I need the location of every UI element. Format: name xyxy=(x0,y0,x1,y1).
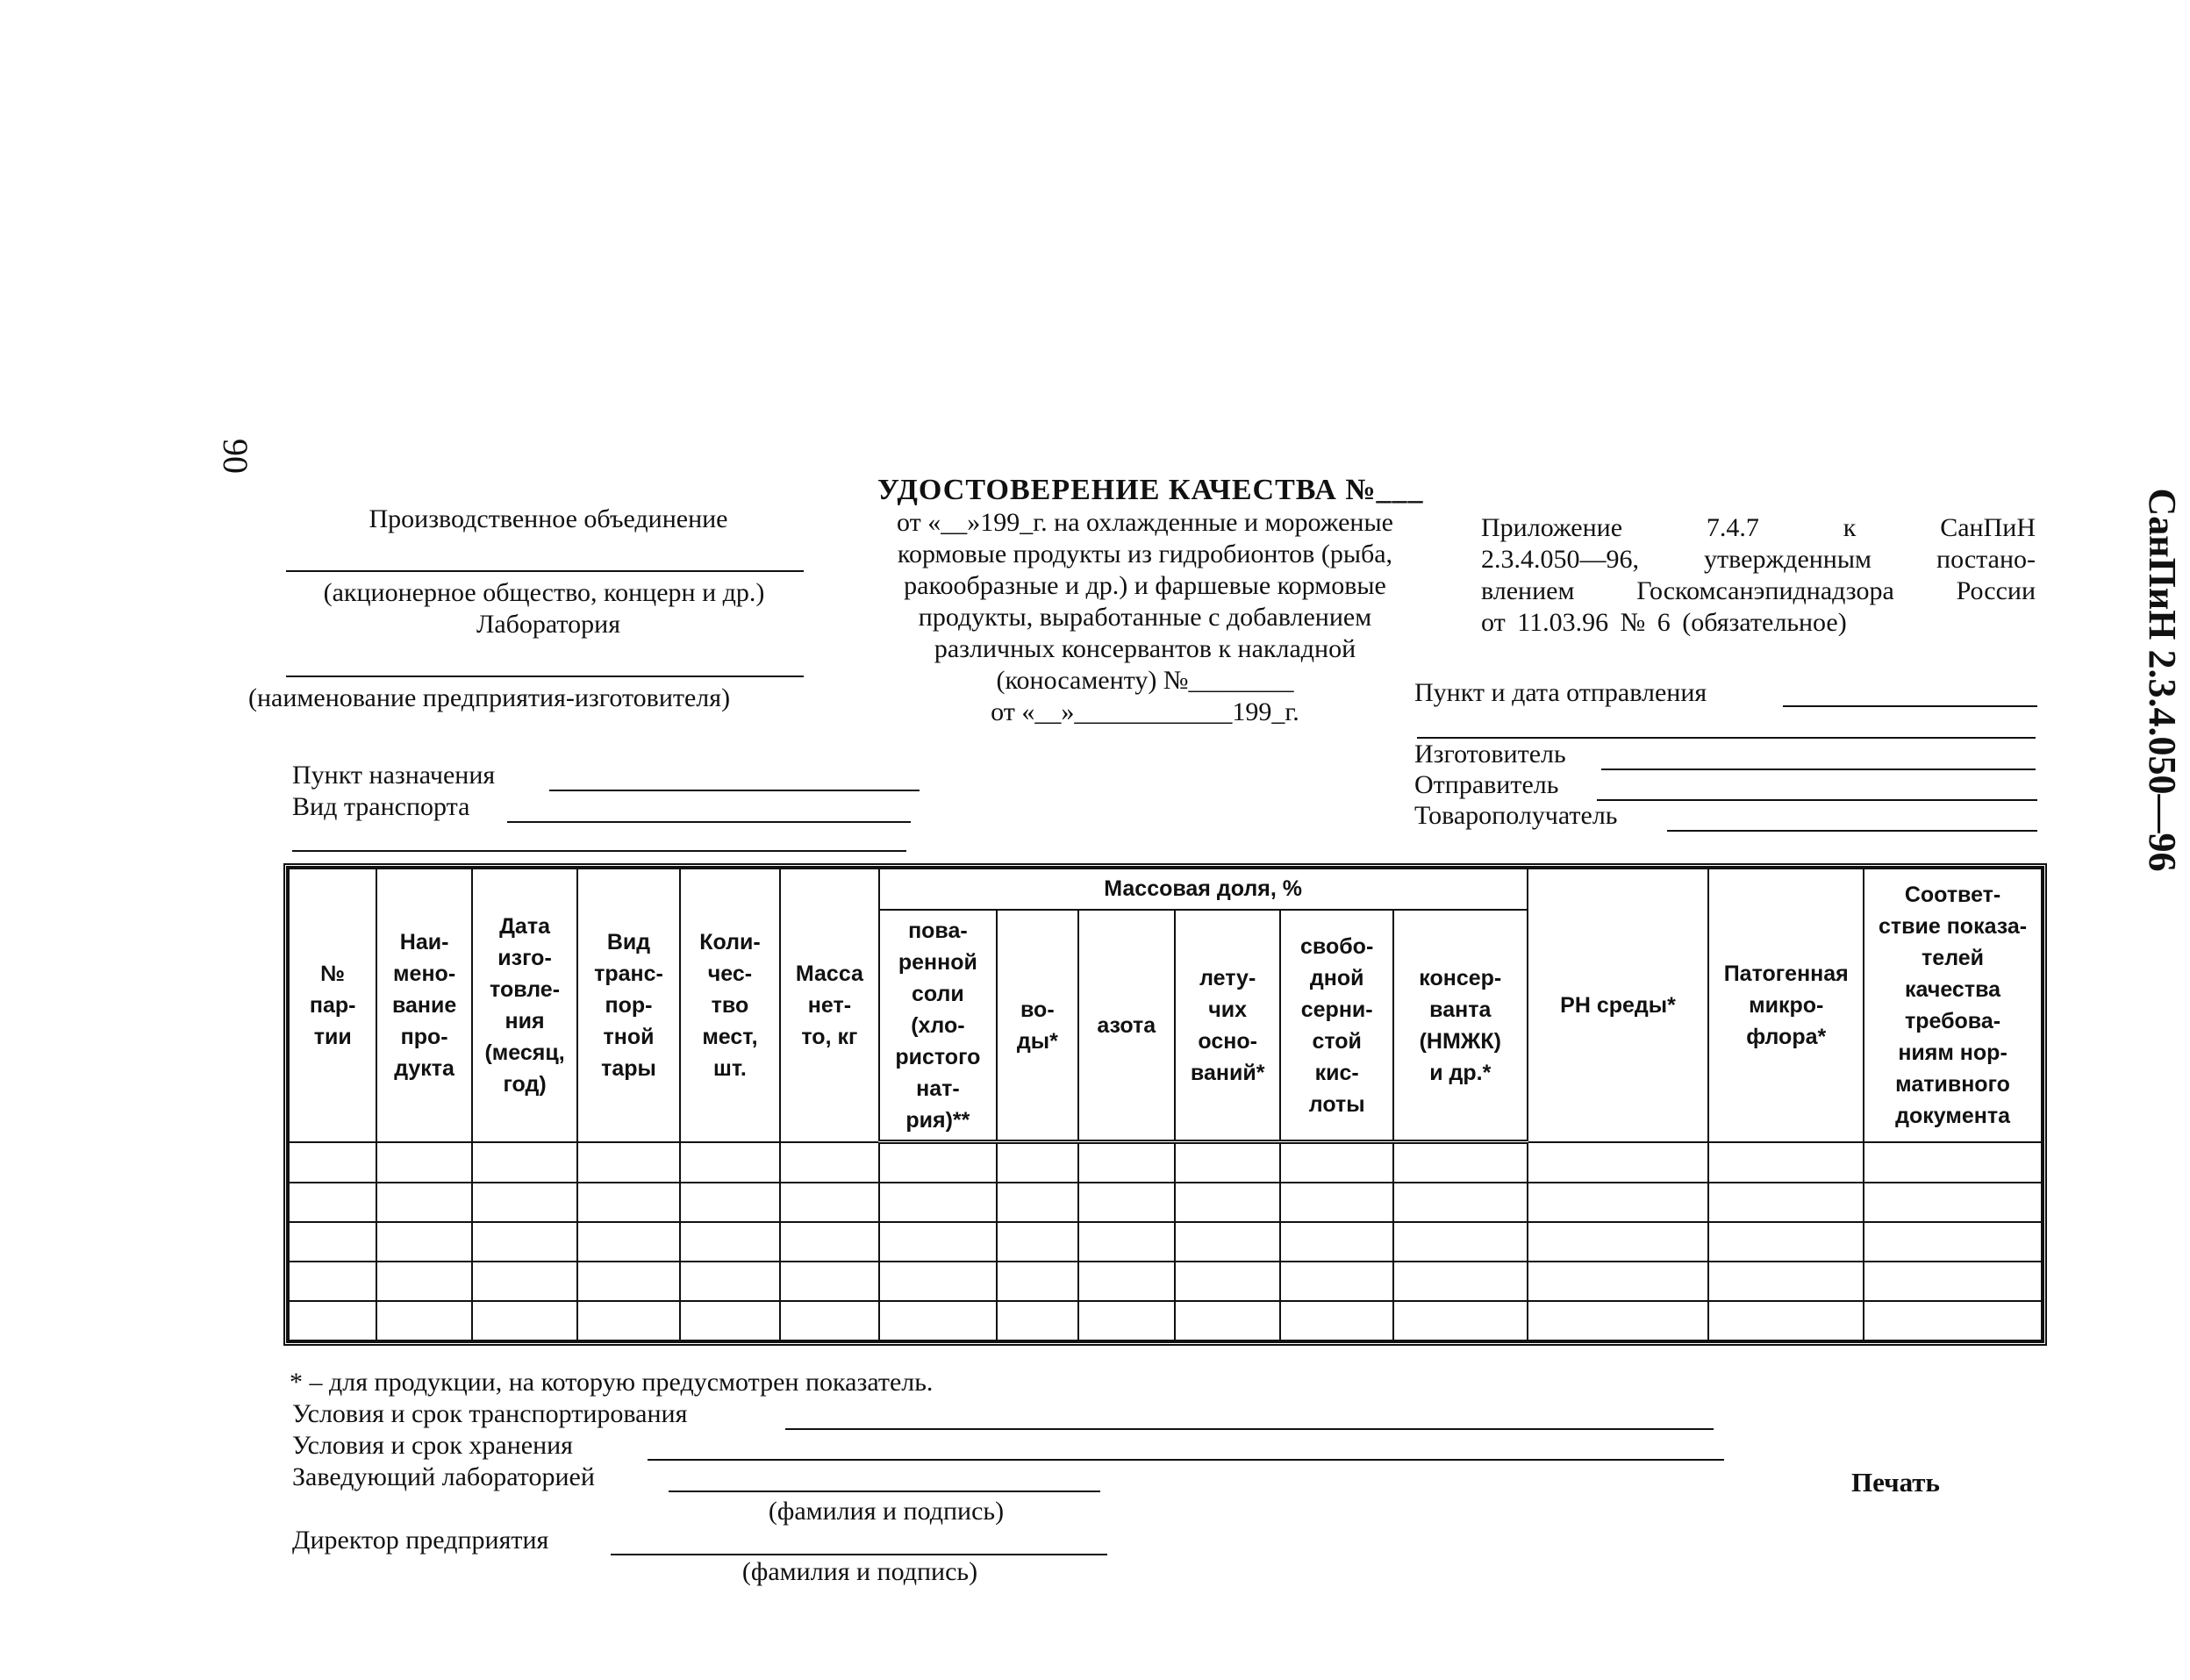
col-batch-number: № пар- тии xyxy=(289,869,376,1142)
table-cell[interactable] xyxy=(997,1301,1077,1340)
consignee-label: Товарополучатель xyxy=(1414,801,1618,830)
appendix-line-1: Приложение 7.4.7 к СанПиН xyxy=(1481,513,2036,542)
table-cell[interactable] xyxy=(680,1222,780,1262)
table-cell[interactable] xyxy=(1708,1183,1864,1222)
transport-field[interactable] xyxy=(507,821,911,823)
manufacturer-label: Изготовитель xyxy=(1414,740,1566,769)
table-cell[interactable] xyxy=(1280,1301,1393,1340)
table-cell[interactable] xyxy=(1078,1142,1175,1183)
table-cell[interactable] xyxy=(879,1262,998,1301)
table-cell[interactable] xyxy=(472,1222,577,1262)
table-cell[interactable] xyxy=(1393,1183,1528,1222)
table-cell[interactable] xyxy=(376,1301,471,1340)
center-line-4: продукты, выработанные с добавлением xyxy=(918,603,1372,632)
col-compliance: Соответ- ствие показа- телей качества требова- ниям нор- мативного документа xyxy=(1864,869,2042,1142)
table-cell[interactable] xyxy=(577,1183,679,1222)
col-net-mass: Масса нет- то, кг xyxy=(780,869,878,1142)
director-sign-caption: (фамилия и подпись) xyxy=(741,1557,978,1586)
col-volatile-bases: лету- чих осно- ваний* xyxy=(1175,910,1280,1142)
col-ph: РН среды* xyxy=(1528,869,1709,1142)
table-cell[interactable] xyxy=(472,1142,577,1183)
col-production-date: Дата изго- товле- ния (месяц, год) xyxy=(472,869,577,1142)
col-preservative: консер- ванта (НМЖК) и др.* xyxy=(1393,910,1528,1142)
sender-label: Отправитель xyxy=(1414,770,1559,799)
dispatch-field[interactable] xyxy=(1783,705,2037,707)
page-number: 90 xyxy=(216,439,255,474)
table-cell[interactable] xyxy=(879,1183,998,1222)
table-cell[interactable] xyxy=(1528,1262,1709,1301)
table-cell[interactable] xyxy=(1280,1262,1393,1301)
lab-head-sign-caption: (фамилия и подпись) xyxy=(768,1497,1005,1526)
table-cell[interactable] xyxy=(997,1262,1077,1301)
table-cell[interactable] xyxy=(680,1183,780,1222)
table-cell[interactable] xyxy=(289,1262,376,1301)
table-cell[interactable] xyxy=(1078,1262,1175,1301)
table-cell[interactable] xyxy=(376,1183,471,1222)
center-line-5: различных консервантов к накладной xyxy=(934,634,1356,663)
table-cell[interactable] xyxy=(1078,1222,1175,1262)
dispatch-label: Пункт и дата отправления xyxy=(1414,678,1707,707)
col-pathogenic-microflora: Патогенная микро- флора* xyxy=(1708,869,1864,1142)
table-cell[interactable] xyxy=(780,1222,878,1262)
col-product-name: Наи- мено- вание про- дукта xyxy=(376,869,471,1142)
table-cell[interactable] xyxy=(680,1262,780,1301)
footnote: * – для продукции, на которую предусмотрен показатель. xyxy=(290,1368,934,1397)
center-line-6: (коносаменту) №________ xyxy=(996,666,1294,695)
table-cell[interactable] xyxy=(1528,1301,1709,1340)
table-cell[interactable] xyxy=(1708,1222,1864,1262)
transport-terms-field[interactable] xyxy=(785,1428,1714,1430)
manufacturer-field[interactable] xyxy=(1601,769,2036,770)
table-cell[interactable] xyxy=(577,1222,679,1262)
table-cell[interactable] xyxy=(780,1262,878,1301)
table-cell[interactable] xyxy=(1528,1142,1709,1183)
table-cell[interactable] xyxy=(577,1142,679,1183)
lab-head-field[interactable] xyxy=(669,1491,1100,1492)
table-cell[interactable] xyxy=(289,1142,376,1183)
table-cell[interactable] xyxy=(577,1301,679,1340)
table-cell[interactable] xyxy=(780,1142,878,1183)
col-sulfurous-acid: свобо- дной серни- стой кис- лоты xyxy=(1280,910,1393,1142)
table-cell[interactable] xyxy=(1708,1301,1864,1340)
table-cell[interactable] xyxy=(1280,1142,1393,1183)
table-cell[interactable] xyxy=(1864,1222,2042,1262)
table-cell[interactable] xyxy=(376,1222,471,1262)
table-cell[interactable] xyxy=(780,1183,878,1222)
table-cell[interactable] xyxy=(780,1301,878,1340)
certificate-title: УДОСТОВЕРЕНИЕ КАЧЕСТВА №___ xyxy=(877,474,1424,506)
table-cell[interactable] xyxy=(997,1142,1077,1183)
table-cell[interactable] xyxy=(1864,1262,2042,1301)
table-cell[interactable] xyxy=(1708,1262,1864,1301)
lab-blank-line xyxy=(286,676,804,677)
col-container-type: Вид транс- пор- тной тары xyxy=(577,869,679,1142)
table-row xyxy=(289,1301,2042,1340)
table-cell[interactable] xyxy=(472,1262,577,1301)
center-line-7: от «__»____________199_г. xyxy=(991,697,1299,726)
table-cell[interactable] xyxy=(376,1262,471,1301)
lab-line: Лаборатория xyxy=(476,610,621,639)
destination-label: Пункт назначения xyxy=(292,761,496,790)
destination-field[interactable] xyxy=(549,790,920,791)
lab-head-label: Заведующий лабораторией xyxy=(292,1462,595,1491)
storage-terms-field[interactable] xyxy=(648,1459,1724,1461)
table-cell[interactable] xyxy=(879,1142,998,1183)
table-cell[interactable] xyxy=(1078,1301,1175,1340)
org-blank-line xyxy=(286,570,804,572)
transport-label: Вид транспорта xyxy=(292,792,470,821)
col-group-mass-fraction: Массовая доля, % xyxy=(879,869,1528,910)
table-cell[interactable] xyxy=(1175,1301,1280,1340)
col-quantity: Коли- чес- тво мест, шт. xyxy=(680,869,780,1142)
table-cell[interactable] xyxy=(1175,1183,1280,1222)
table-cell[interactable] xyxy=(879,1301,998,1340)
table-cell[interactable] xyxy=(289,1183,376,1222)
stamp-label: Печать xyxy=(1851,1467,1940,1498)
table-cell[interactable] xyxy=(1708,1142,1864,1183)
table-cell[interactable] xyxy=(1393,1301,1528,1340)
transport-terms-label: Условия и срок транспортирования xyxy=(292,1399,688,1428)
transport-field-2[interactable] xyxy=(292,850,906,852)
org-line: Производственное объединение xyxy=(369,504,728,533)
table-cell[interactable] xyxy=(289,1301,376,1340)
col-salt: пова- ренной соли (хло- ристого нат- рия)** xyxy=(879,910,998,1142)
table-cell[interactable] xyxy=(472,1183,577,1222)
table-cell[interactable] xyxy=(472,1301,577,1340)
table-cell[interactable] xyxy=(1175,1222,1280,1262)
quality-table xyxy=(283,863,2047,1346)
table-cell[interactable] xyxy=(1280,1183,1393,1222)
enterprise-caption: (наименование предприятия-изготовителя) xyxy=(248,683,731,712)
table-row xyxy=(289,1183,2042,1222)
table-cell[interactable] xyxy=(1393,1222,1528,1262)
table-cell[interactable] xyxy=(680,1301,780,1340)
table-cell[interactable] xyxy=(1280,1222,1393,1262)
table-cell[interactable] xyxy=(680,1142,780,1183)
table-cell[interactable] xyxy=(1864,1183,2042,1222)
center-line-3: ракообразные и др.) и фаршевые кормовые xyxy=(904,571,1386,600)
table-cell[interactable] xyxy=(879,1222,998,1262)
center-line-1: от «__»199_г. на охлажденные и мороженые xyxy=(897,508,1393,537)
table-cell[interactable] xyxy=(1393,1142,1528,1183)
table-cell[interactable] xyxy=(1078,1183,1175,1222)
appendix-line-2: 2.3.4.050—96, утвержденным постано- xyxy=(1481,545,2036,574)
appendix-line-3: влением Госкомсанэпиднадзора России xyxy=(1481,576,2036,605)
table-cell[interactable] xyxy=(577,1262,679,1301)
org-caption: (акционерное общество, концерн и др.) xyxy=(323,578,765,607)
consignee-field[interactable] xyxy=(1667,830,2037,832)
table-cell[interactable] xyxy=(376,1142,471,1183)
table-cell[interactable] xyxy=(289,1222,376,1262)
table-cell[interactable] xyxy=(1864,1301,2042,1340)
col-water: во- ды* xyxy=(997,910,1077,1142)
storage-terms-label: Условия и срок хранения xyxy=(292,1431,573,1460)
table-cell[interactable] xyxy=(997,1222,1077,1262)
director-label: Директор предприятия xyxy=(292,1526,549,1555)
table-cell[interactable] xyxy=(1528,1222,1709,1262)
table-cell[interactable] xyxy=(1393,1262,1528,1301)
table-cell[interactable] xyxy=(1175,1142,1280,1183)
sender-field[interactable] xyxy=(1597,799,2037,801)
director-field[interactable] xyxy=(611,1554,1107,1555)
table-cell[interactable] xyxy=(1864,1142,2042,1183)
center-line-2: кормовые продукты из гидробионтов (рыба, xyxy=(897,540,1393,568)
appendix-line-4: от 11.03.96 № 6 (обязательное) xyxy=(1481,608,1847,637)
table-cell[interactable] xyxy=(1528,1183,1709,1222)
side-document-label: СанПиН 2.3.4.050—96 xyxy=(2141,488,2184,872)
table-cell[interactable] xyxy=(1175,1262,1280,1301)
table-row xyxy=(289,1262,2042,1301)
table-row xyxy=(289,1142,2042,1183)
table-row xyxy=(289,1222,2042,1262)
table-cell[interactable] xyxy=(997,1183,1077,1222)
col-nitrogen: азота xyxy=(1078,910,1175,1142)
